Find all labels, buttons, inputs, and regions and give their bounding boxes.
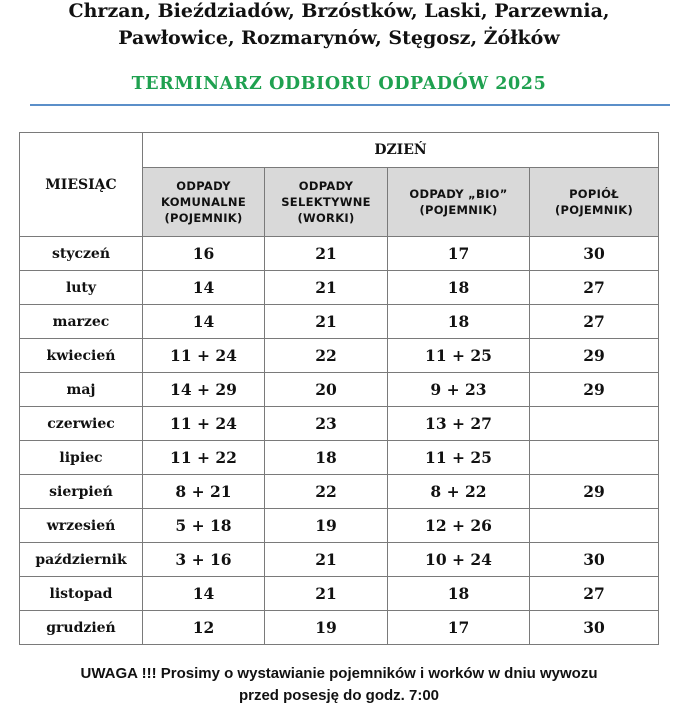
localities-list [0,0,678,52]
column-header-line: (POJEMNIK) [554,203,634,217]
column-header-line: POPIÓŁ [569,187,619,201]
table-row [20,475,659,509]
popiol-cell: 27 [530,271,659,305]
month-cell: czerwiec [20,407,143,441]
selektywne-cell: 21 [265,271,388,305]
column-header-line: ODPADY „BIO” [409,187,508,201]
table-row [20,339,659,373]
bio-cell: 12 + 26 [388,509,530,543]
table-row [20,237,659,271]
table-row [20,441,659,475]
month-cell: lipiec [20,441,143,475]
selektywne-cell: 21 [265,305,388,339]
popiol-cell [530,441,659,475]
popiol-cell: 29 [530,475,659,509]
popiol-cell: 27 [530,577,659,611]
column-header-line: KOMUNALNE [161,195,246,209]
popiol-cell: 27 [530,305,659,339]
table-row [20,271,659,305]
selektywne-cell: 23 [265,407,388,441]
selektywne-cell: 20 [265,373,388,407]
bio-cell: 8 + 22 [388,475,530,509]
notice-line-2: przed posesję do godz. 7:00 [238,687,440,704]
selektywne-cell: 18 [265,441,388,475]
table-row [20,611,659,645]
bio-cell: 17 [388,237,530,271]
column-header-selektywne [265,168,388,237]
komunalne-cell: 14 [143,305,265,339]
month-cell: październik [20,543,143,577]
bio-cell: 18 [388,271,530,305]
popiol-cell [530,509,659,543]
notice [0,663,678,707]
schedule-body [20,237,659,645]
month-cell: sierpień [20,475,143,509]
month-cell: kwiecień [20,339,143,373]
month-cell: styczeń [20,237,143,271]
table-row [20,509,659,543]
selektywne-cell: 21 [265,543,388,577]
column-header-line: SELEKTYWNE [281,195,371,209]
popiol-cell: 29 [530,373,659,407]
bio-cell: 11 + 25 [388,339,530,373]
table-row [20,543,659,577]
komunalne-cell: 11 + 24 [143,339,265,373]
bio-cell: 13 + 27 [388,407,530,441]
column-header-line: (WORKI) [297,211,355,225]
selektywne-cell: 21 [265,577,388,611]
title-divider [30,104,670,106]
komunalne-cell: 16 [143,237,265,271]
table-row [20,577,659,611]
popiol-cell: 30 [530,543,659,577]
column-header-line: ODPADY [298,179,354,193]
column-header-popiol [530,168,659,237]
komunalne-cell: 12 [143,611,265,645]
popiol-cell: 30 [530,611,659,645]
bio-cell: 9 + 23 [388,373,530,407]
selektywne-cell: 19 [265,509,388,543]
komunalne-cell: 3 + 16 [143,543,265,577]
table-row [20,305,659,339]
column-header-line: (POJEMNIK) [419,203,498,217]
selektywne-cell: 19 [265,611,388,645]
komunalne-cell: 5 + 18 [143,509,265,543]
komunalne-cell: 11 + 22 [143,441,265,475]
komunalne-cell: 14 [143,577,265,611]
bio-cell: 18 [388,577,530,611]
day-group-header: DZIEŃ [143,133,659,168]
column-header-komunalne [143,168,265,237]
column-header-line: (POJEMNIK) [164,211,243,225]
document-header [0,0,678,52]
selektywne-cell: 21 [265,237,388,271]
localities-line-2: Pawłowice, Rozmarynów, Stęgosz, Żółków [118,27,560,49]
month-cell: luty [20,271,143,305]
selektywne-cell: 22 [265,475,388,509]
month-cell: marzec [20,305,143,339]
table-row [20,373,659,407]
month-cell: maj [20,373,143,407]
popiol-cell: 29 [530,339,659,373]
bio-cell: 17 [388,611,530,645]
collection-schedule-table [19,132,659,645]
bio-cell: 18 [388,305,530,339]
table-row [20,407,659,441]
notice-line-1: UWAGA !!! Prosimy o wystawianie pojemników i worków w dniu wywozu [80,665,598,682]
column-header-line: ODPADY [176,179,231,193]
popiol-cell [530,407,659,441]
localities-line-1: Chrzan, Bieździadów, Brzóstków, Laski, Parzewnia, [68,0,610,22]
popiol-cell: 30 [530,237,659,271]
column-header-bio [388,168,530,237]
bio-cell: 11 + 25 [388,441,530,475]
bio-cell: 10 + 24 [388,543,530,577]
month-cell: listopad [20,577,143,611]
komunalne-cell: 8 + 21 [143,475,265,509]
komunalne-cell: 14 [143,271,265,305]
month-cell: grudzień [20,611,143,645]
selektywne-cell: 22 [265,339,388,373]
komunalne-cell: 14 + 29 [143,373,265,407]
month-column-header: MIESIĄC [20,133,143,237]
month-cell: wrzesień [20,509,143,543]
schedule-title: TERMINARZ ODBIORU ODPADÓW 2025 [131,74,547,94]
komunalne-cell: 11 + 24 [143,407,265,441]
